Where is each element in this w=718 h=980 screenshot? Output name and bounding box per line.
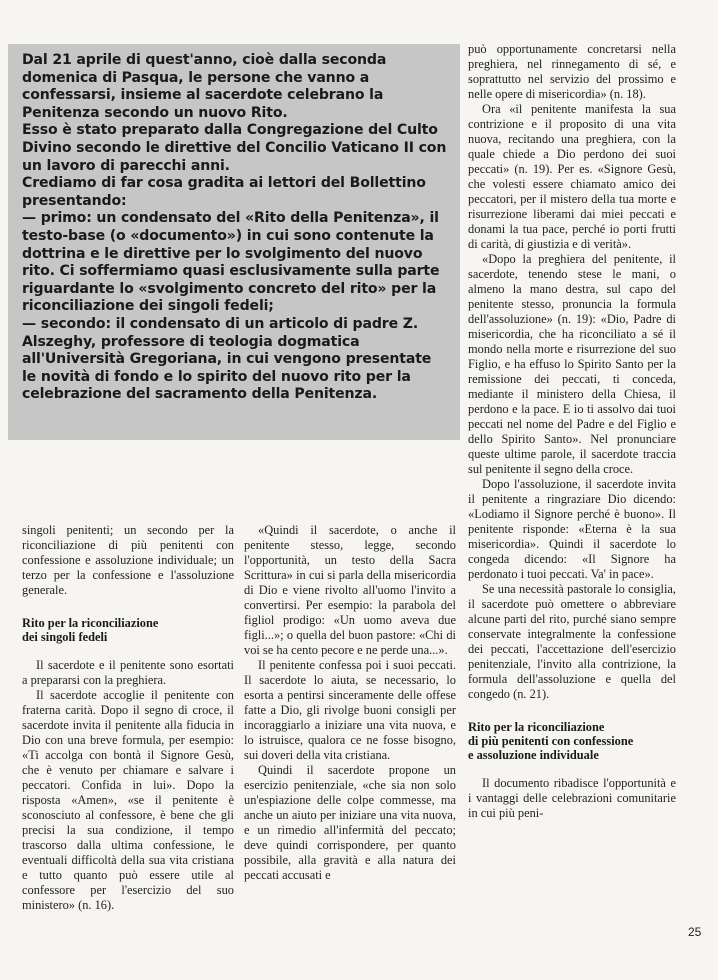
paragraph: Il sacerdote accoglie il penitente con fraterna carità. Dopo il segno di croce, il sacerdote invita il penitente alla fiducia in Dio con una breve formula, per esempio: «Ti accolga con bontà il Signore Gesù, che è venuto per chiamare e salvare i peccatori. Confida in lui». Dopo la risposta «Amen», «se il penitente è sconosciuto al confessore, è bene che gli precisi la sua condizione, il tempo trascorso dalla ultima confessione, le eventuali difficoltà della sua vita cristiana e tutto quanto può essere utile al confessore per l'esercizio del suo ministero» (n. 16). [22, 688, 234, 912]
paragraph: Se una necessità pastorale lo consiglia, il sacerdote può omettere o abbreviare alcune parti del rito, purché siano sempre conservate integralmente la confessione dei peccati, l'accettazione dell'esercizio penitenziale, l'invito alla contrizione, la formula dell'assoluzione e quella del congedo (n. 21). [468, 582, 676, 701]
paragraph: Il penitente confessa poi i suoi peccati. Il sacerdote lo aiuta, se necessario, lo esorta a pentirsi sinceramente delle offese fatte a Dio, gli rivolge buoni consigli per incoraggiarlo a iniziare una vita nuova, e lo istruisce, qualora ce ne fosse bisogno, sui doveri della vita cristiana. [244, 658, 456, 762]
paragraph: «Quindi il sacerdote, o anche il penitente stesso, legge, secondo l'opportunità, un testo della Sacra Scrittura» in cui si parla della misericordia di Dio e viene rivolto all'uomo l'invito a convertirsi. Per esempio: la parabola del figliol prodigo: «Un uomo aveva due figli...»; o quella del buon pastore: «Chi di voi se ha cento pecore e ne perde una...». [244, 523, 456, 657]
column-left [22, 523, 234, 913]
intro-text: Dal 21 aprile di quest'anno, cioè dalla seconda domenica di Pasqua, le persone che vanno a confessarsi, insieme al sacerdote celebrano la Penitenza secondo un nuovo Rito. Esso è stato preparato dalla Congregazione del Culto Divino secondo le direttive del Concilio Vaticano II con un lavoro di parecchi anni. Crediamo di far cosa gradita ai lettori del Bollettino presentando: — primo: un condensato del «Rito della Penitenza», il testo-base (o «documento») in cui sono contenute la dottrina e le direttive per lo svolgimento del nuovo rito. Ci soffermiamo quasi esclusivamente sulla parte riguardante lo «svolgimento concreto del rito» per la riconciliazione dei singoli fedeli; — secondo: il condensato di un articolo di padre Z. Alszeghy, professore di teologia dogmatica all'Università Gregoriana, in cui vengono presentate le novità di fondo e lo spirito del nuovo rito per la celebrazione del sacramento della Penitenza. [22, 52, 447, 403]
paragraph: «Dopo la preghiera del penitente, il sacerdote, tenendo stese le mani, o almeno la mano destra, sul capo del penitente stesso, pronuncia la formula dell'assoluzione» (n. 19): «Dio, Padre di misericordia, che ha riconciliato a sé il mondo nella morte e risurrezione del suo Figlio, e ha effuso lo Spirito Santo per la remissione dei peccati, ti conceda, mediante il ministero della Chiesa, il perdono e la pace. E io ti assolvo dai tuoi peccati nel nome del Padre e del Figlio e dello Spirito Santo». Nel pronunciare queste ultime parole, il sacerdote traccia sul penitente il segno della croce. [468, 252, 676, 476]
column-right [468, 42, 676, 821]
paragraph: singoli penitenti; un secondo per la riconciliazione di più penitenti con confessione e assoluzione individuale; un terzo per la confessione e l'assoluzione generale. [22, 523, 234, 597]
paragraph: Quindi il sacerdote propone un esercizio penitenziale, «che sia non solo un'espiazione delle colpe commesse, ma anche un aiuto per iniziare una vita nuova, e un rimedio all'infermità del peccato; deve quindi corrispondere, per quanto possibile, alla gravità e alla natura dei peccati accusati e [244, 763, 456, 882]
page-number: 25 [688, 925, 702, 939]
column-middle [244, 523, 456, 883]
paragraph: Ora «il penitente manifesta la sua contrizione e il proposito di una vita nuova, recitando una preghiera, con la quale chiede a Dio perdono dei suoi peccati» (n. 19). Per es. «Signore Gesù, che volesti essere chiamato amico dei peccatori, per il mistero della tua morte e risurrezione liberami dai miei peccati e donami la tua pace, perché io porti frutti di carità, di giustizia e di verità». [468, 102, 676, 251]
section-heading: Rito per la riconciliazione dei singoli fedeli [22, 616, 159, 644]
section-heading: Rito per la riconciliazione di più penitenti con confessione e assoluzione individuale [468, 720, 634, 762]
paragraph: Il documento ribadisce l'opportunità e i vantaggi delle celebrazioni comunitarie in cui più peni- [468, 776, 676, 820]
paragraph: Il sacerdote e il penitente sono esortati a prepararsi con la preghiera. [22, 658, 234, 687]
paragraph: può opportunamente concretarsi nella preghiera, nel rinnegamento di sé, e soprattutto nel servizio del prossimo e nelle opere di misericordia» (n. 18). [468, 42, 676, 101]
paragraph: Dopo l'assoluzione, il sacerdote invita il penitente a ringraziare Dio dicendo: «Lodiamo il Signore perché è buono». Il penitente risponde: «Eterna è la sua misericordia». Quindi il sacerdote lo congeda dicendo: «Il Signore ha perdonato i tuoi peccati. Va' in pace». [468, 477, 676, 581]
